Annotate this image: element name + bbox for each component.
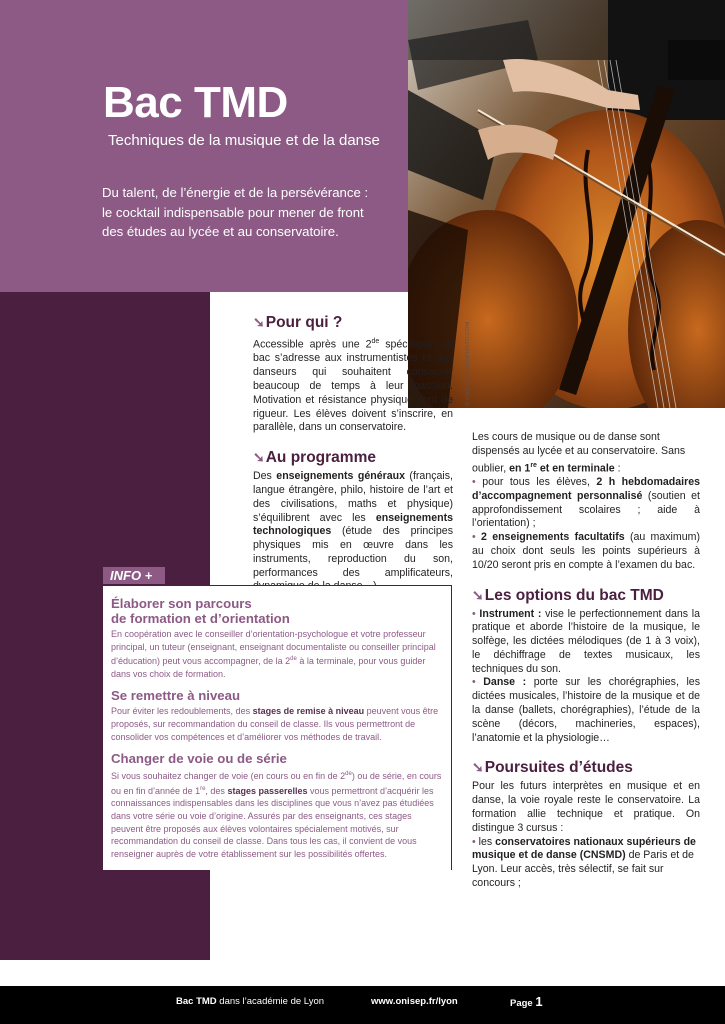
option-instrument: • Instrument : vise le perfectionnement dans la pratique et aborde l’histoire de la musique, le solfège, les dictées mélodiques (de 1 à 3 voix), le déchiffrage de textes musicaux, les techniques du son. — [472, 607, 700, 675]
intro-line: Du talent, de l’énergie et de la persévérance : — [102, 185, 369, 200]
intro-line: le cocktail indispensable pour mener de front — [102, 204, 364, 220]
page-title: Bac TMD — [103, 78, 288, 127]
footer-url[interactable]: www.onisep.fr/lyon — [371, 996, 458, 1007]
info-heading: Se remettre à niveau — [111, 688, 241, 704]
info-content — [111, 596, 444, 860]
cours-bullet: • 2 enseignements facultatifs (au maximum) au choix dont seuls les points supérieurs à 10/20 seront pris en compte à l’examen du bac. — [472, 531, 700, 571]
poursuites-text: Pour les futurs interprètes en musique et en danse, la voie royale reste le conservatoire. La formation allie technique et pratique. On distingue 3 cursus : — [472, 780, 700, 834]
info-label: INFO + — [103, 567, 165, 584]
info-text: En coopération avec le conseiller d’orientation-psychologue et votre professeur principal, un tuteur (enseignant, enseignant documentaliste ou conseiller principal d’éducation) peut vous accompagner, de la 2de à la terminale, pour vous guider dans vos choix de formation. — [111, 629, 436, 679]
poursuites-bullet: • les conservatoires nationaux supérieurs de musique et de danse (CNSMD) de Paris et de Lyon. Leur accès, très sélectif, se fait sur concours ; — [472, 835, 696, 890]
photo-credit: © CHOJA/ISTOCKPHOTO.COM — [465, 321, 471, 406]
page-subtitle: Techniques de la musique et de la danse — [108, 132, 380, 149]
info-heading: Élaborer son parcours de formation et d’orientation — [111, 596, 290, 626]
page-number: Page 1 — [510, 994, 543, 1009]
section-heading-programme: ➘Au programme — [253, 449, 376, 467]
arrow-icon: ➘ — [253, 449, 265, 466]
info-heading: Changer de voie ou de série — [111, 751, 287, 767]
programme-text: Des enseignements généraux (français, langue étrangère, philo, histoire de l’art et des civilisations, maths et physique) s’équilibrent avec les enseignements technologiques (étude des principes physiques mis en œuvre dans les instruments, reproduction du son, performances des amplificateurs, — [253, 470, 453, 579]
section-heading-poursuites: ➘Poursuites d’études — [472, 759, 633, 777]
cours-text: Les cours de musique ou de danse sont dispensés au lycée et au conservatoire. Sans oublier, en 1re et en terminale : — [472, 431, 686, 475]
cello-photo — [408, 0, 725, 408]
option-danse: • Danse : porte sur les chorégraphies, les dictées musicales, l’histoire de la musique et de la danse (ballets, chorégraphies), l’étude de la scène (décors, machineries, espaces), l’anatomie et la physiologie… — [472, 676, 700, 744]
section-heading-pour-qui: ➘Pour qui ? — [253, 314, 343, 331]
arrow-icon: ➘ — [472, 586, 484, 603]
column-right — [472, 431, 700, 891]
footer-left: Bac TMD dans l’académie de Lyon — [176, 996, 325, 1007]
arrow-icon: ➘ — [472, 759, 484, 776]
cours-bullet: • pour tous les élèves, 2 h hebdomadaires d’accompagnement personnalisé (soutien et approfondissement scolaires ; aide à l’orientation) ; — [472, 475, 700, 530]
cello-illustration — [408, 0, 725, 408]
intro-line: des études au lycée et au conservatoire. — [102, 224, 339, 239]
pour-qui-text: Accessible après une 2de spécifique, ce bac s’adresse aux instrumentistes et aux danseurs qui souhaitent consacrer beaucoup de temps à leur passion. Motivation et résistance physique sont de rigueur. Les élèves doivent s’inscrire, en parallèle, dans un conservatoire. — [253, 338, 453, 434]
info-text: Si vous souhaitez changer de voie (en cours ou en fin de 2de) ou de série, en cours ou en fin d’année de 1re, des stages passerelles vous permettront d’acquérir les connaissances indispensables dans les disciplines que vous n’avez pas étudiées dans votre série ou voie d’origine. Assurés par des enseignants, ces stages peuvent être proposés aux élèves volontaires spécialement motivés, sur recommandation du conseil de classe. Dans tous les cas, il convient de vous renseigner auprès de votre établissement sur les possibilités offertes. — [111, 771, 442, 859]
arrow-icon: ➘ — [253, 314, 265, 330]
column-left — [253, 313, 453, 594]
section-heading-options: ➘Les options du bac TMD — [472, 586, 664, 604]
intro-text — [102, 183, 402, 242]
footer-bar — [0, 986, 725, 1024]
info-text: Pour éviter les redoublements, des stages de remise à niveau peuvent vous être proposés, sur recommandation du conseil de classe. Ils vous permettront de consolider vos compétences et d’améliorer vos méthodes de travail. — [111, 706, 439, 742]
